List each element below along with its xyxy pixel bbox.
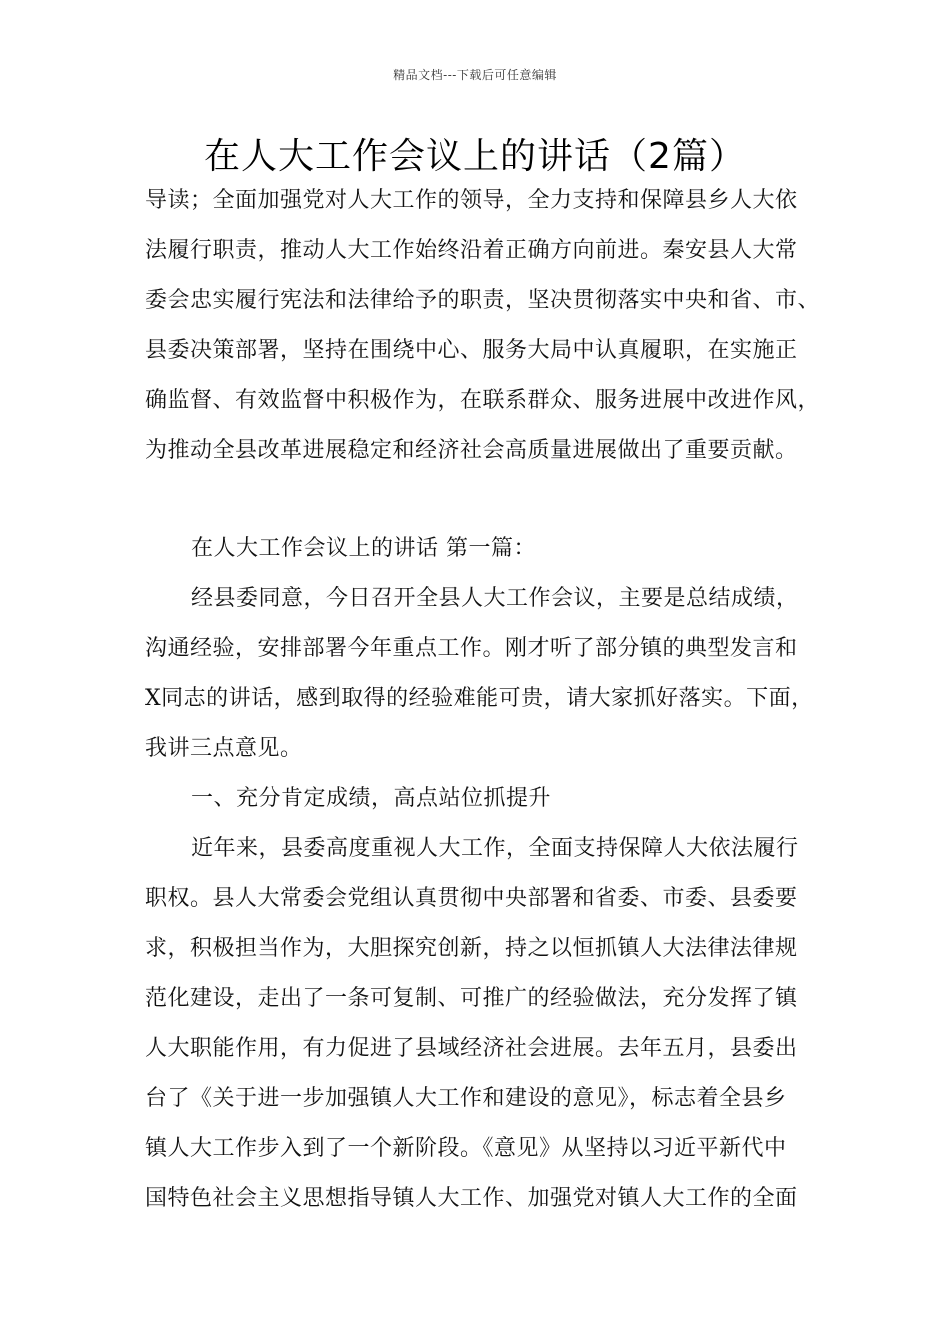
- paragraph-line: 沟通经验，安排部署今年重点工作。刚才听了部分镇的典型发言和: [145, 636, 798, 661]
- intro-line: 委会忠实履行宪法和法律给予的职责，坚决贯彻落实中央和省、市、: [145, 288, 821, 313]
- article-body: [145, 524, 825, 1224]
- intro-line: 县委决策部署，坚持在围绕中心、服务大局中认真履职，在实施正: [145, 338, 798, 363]
- intro-line: 为推动全县改革进展稳定和经济社会高质量进展做出了重要贡献。: [145, 438, 798, 463]
- intro-line: 确监督、有效监督中积极作为，在联系群众、服务进展中改进作风，: [145, 388, 821, 413]
- paragraph-line: 台了《关于进一步加强镇人大工作和建设的意见》，标志着全县乡: [145, 1086, 787, 1111]
- intro-paragraph: [145, 176, 825, 476]
- paragraph-line: 范化建设，走出了一条可复制、可推广的经验做法，充分发挥了镇: [145, 986, 798, 1011]
- paragraph-line: X同志的讲话，感到取得的经验难能可贵，请大家抓好落实。下面，: [145, 686, 814, 711]
- header-note: 精品文档---下载后可任意编辑: [393, 68, 557, 82]
- paragraph-line: 我讲三点意见。: [145, 736, 303, 761]
- subsection-heading: 一、充分肯定成绩，高点站位抓提升: [191, 786, 552, 811]
- paragraph-line: 镇人大工作步入到了一个新阶段。《意见》从坚持以习近平新代中: [145, 1136, 787, 1161]
- paragraph-line: 职权。县人大常委会党组认真贯彻中央部署和省委、市委、县委要: [145, 886, 798, 911]
- paragraph-line: 求，积极担当作为，大胆探究创新，持之以恒抓镇人大法律法律规: [145, 936, 798, 961]
- paragraph-line: 经县委同意，今日召开全县人大工作会议，主要是总结成绩，: [191, 586, 799, 611]
- intro-line: 法履行职责，推动人大工作始终沿着正确方向前进。秦安县人大常: [145, 238, 798, 263]
- intro-line: 导读；全面加强党对人大工作的领导，全力支持和保障县乡人大依: [145, 188, 798, 213]
- document-title: 在人大工作会议上的讲话（2篇）: [204, 136, 746, 177]
- paragraph-line: 人大职能作用，有力促进了县域经济社会进展。去年五月，县委出: [145, 1036, 798, 1061]
- section-heading: 在人大工作会议上的讲话 第一篇：: [191, 536, 536, 561]
- paragraph-line: 近年来，县委高度重视人大工作，全面支持保障人大依法履行: [191, 836, 799, 861]
- paragraph-line: 国特色社会主义思想指导镇人大工作、加强党对镇人大工作的全面: [145, 1186, 798, 1211]
